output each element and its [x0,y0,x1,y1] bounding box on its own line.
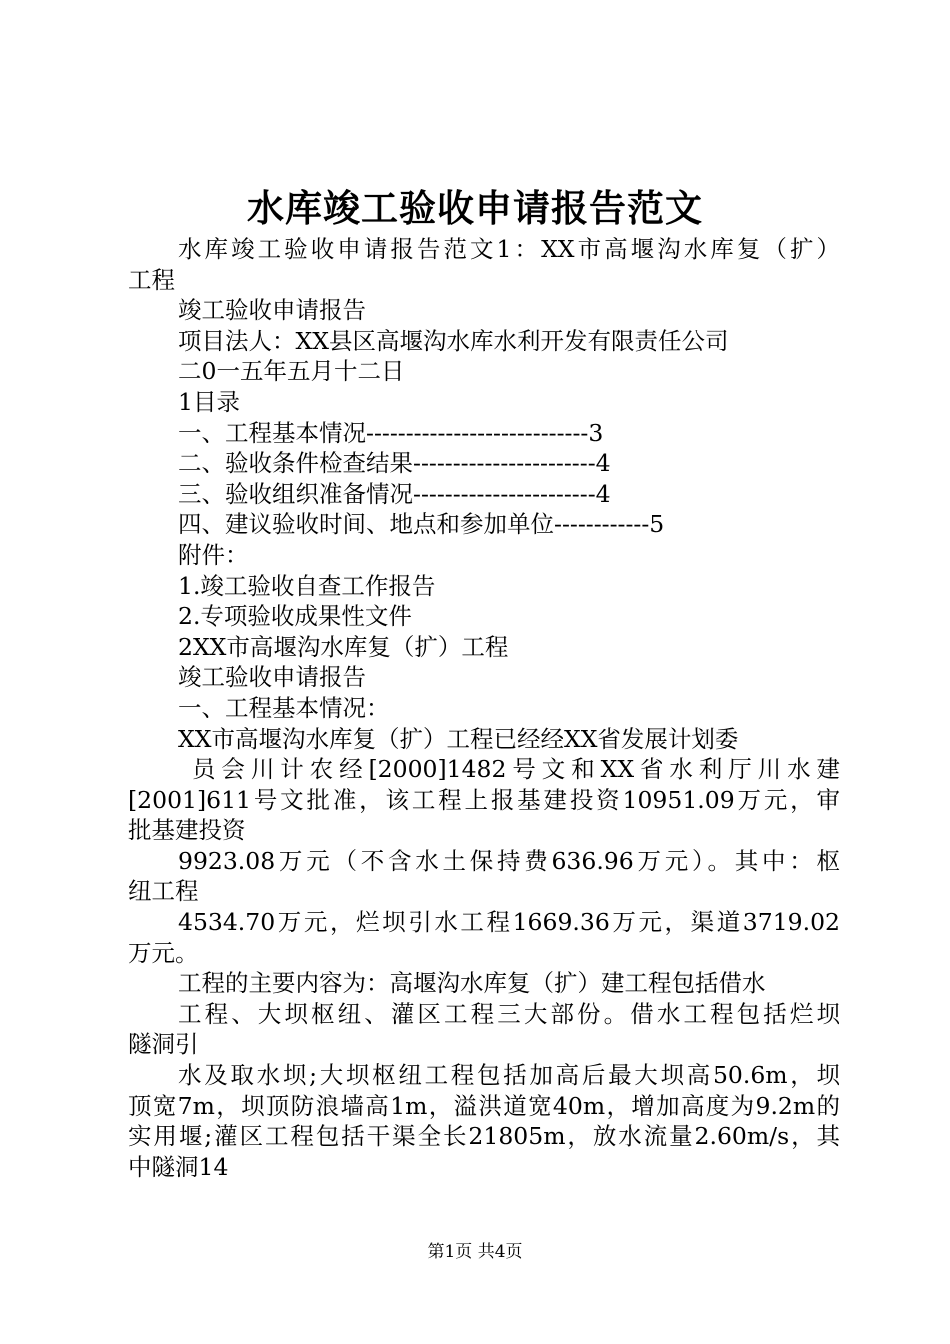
body-line: 项目法人：XX县区高堰沟水库水利开发有限责任公司 [178,326,729,355]
body-line: 竣工验收申请报告 [178,663,366,692]
body-line: 1目录 [178,387,240,416]
body-line: 2.专项验收成果性文件 [178,602,412,631]
toc-line: 二、验收条件检查结果-----------------------4 [178,449,611,478]
body-line: 9923.08万元（不含水土保持费636.96万元）。其中：枢 [178,846,840,875]
toc-line: 三、验收组织准备情况-----------------------4 [178,479,611,508]
page-number-footer: 第1页 共4页 [427,1242,523,1262]
body-line: 水库竣工验收申请报告范文1：XX市高堰沟水库复（扩） [178,235,840,263]
body-line: 万元。 [128,938,199,967]
toc-line: 四、建议验收时间、地点和参加单位------------5 [178,510,665,539]
body-line: XX市高堰沟水库复（扩）工程已经经XX省发展计划委 [178,724,739,753]
body-line: 纽工程 [128,877,199,906]
body-line: 中隧洞14 [128,1152,229,1181]
body-line: 工程、大坝枢纽、灌区工程三大部份。借水工程包括烂坝 [178,999,840,1028]
body-line: 工程的主要内容为：高堰沟水库复（扩）建工程包括借水 [178,969,766,998]
body-line: 附件： [178,540,249,569]
body-line: 竣工验收申请报告 [178,296,366,325]
toc-line: 一、工程基本情况----------------------------3 [178,418,604,447]
body-line: 二0一五年五月十二日 [178,357,405,386]
body-line: 批基建投资 [128,816,246,845]
document-body [128,234,840,1182]
body-line: 实用堰;灌区工程包括干渠全长21805m，放水流量2.60m/s，其 [128,1122,840,1151]
body-line: 1.竣工验收自查工作报告 [178,571,436,600]
body-line: 工程 [128,265,175,294]
body-line: 一、工程基本情况： [178,693,390,722]
body-line: 4534.70万元，烂坝引水工程1669.36万元，渠道3719.02 [178,908,840,937]
body-line: 2XX市高堰沟水库复（扩）工程 [178,632,509,661]
body-line: 顶宽7m，坝顶防浪墙高1m，溢洪道宽40m，增加高度为9.2m的 [128,1091,840,1120]
body-line: 隧洞引 [128,1030,199,1059]
body-line: [2001]611号文批准，该工程上报基建投资10951.09万元，审 [128,785,840,814]
body-line: 员会川计农经[2000]1482号文和XX省水利厅川水建 [192,755,840,784]
body-line: 水及取水坝;大坝枢纽工程包括加高后最大坝高50.6m，坝 [178,1061,840,1090]
document-title: 水库竣工验收申请报告范文 [247,186,703,230]
